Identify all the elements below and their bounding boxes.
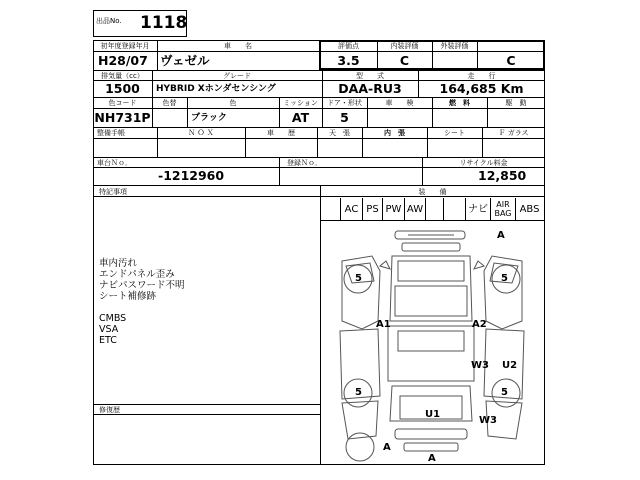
header-history: 車 歴 xyxy=(267,129,295,137)
value-year-reg: H28/07 xyxy=(98,53,148,68)
value-grade: HYBRID Xホンダセンシング xyxy=(156,84,276,94)
header-color-code: 色コード xyxy=(108,99,137,107)
value-doors: 5 xyxy=(340,110,349,125)
equipment-cell xyxy=(425,198,443,220)
value-score: 3.5 xyxy=(337,53,360,68)
value-mileage: 164,685 Km xyxy=(439,81,524,96)
header-repair-history: 修復歴 xyxy=(99,406,120,414)
equipment-cell: AW xyxy=(404,198,425,220)
value-car-name: ヴェゼル xyxy=(160,53,210,68)
lot-number: 1118 xyxy=(140,13,188,33)
header-doors: ドア・形状 xyxy=(327,99,362,107)
header-exterior-score: 外装評価 xyxy=(440,42,469,50)
mark-rear-a-bottom: A xyxy=(428,453,436,464)
mark-a2: A2 xyxy=(472,319,487,330)
header-transmission: ミッション xyxy=(283,99,318,107)
equipment-cell: ナビ xyxy=(465,198,490,220)
value-recycle-fee: 12,850 xyxy=(478,168,527,183)
mark-a1: A1 xyxy=(376,319,391,330)
header-roof: 天 張 xyxy=(329,129,350,137)
header-interior-score: 内装評価 xyxy=(390,42,419,50)
mark-u2: U2 xyxy=(502,360,518,371)
remarks-text: 車内汚れ エンドパネル歪み ナビパスワード不明 シート補修跡 CMBS VSA ETC xyxy=(99,258,185,346)
mark-w3-right: W3 xyxy=(471,360,489,371)
header-seat: シート xyxy=(444,129,465,137)
header-year-reg: 初年度登録年月 xyxy=(100,42,150,50)
car-diagram xyxy=(320,221,544,464)
mark-rear-a-left: A xyxy=(383,442,391,453)
header-drive: 駆 動 xyxy=(505,99,527,107)
header-manual: 整備手帳 xyxy=(97,129,125,137)
equipment-cell: ABS xyxy=(515,198,543,220)
header-fuel: 燃 料 xyxy=(449,99,470,107)
header-chassis-no: 車台Ｎｏ． xyxy=(97,159,132,167)
value-chassis-no: -1212960 xyxy=(158,168,225,183)
mark-w3-rear: W3 xyxy=(479,415,497,426)
equipment-cell xyxy=(443,198,465,220)
header-recycle-fee: リサイクル料金 xyxy=(459,159,508,167)
header-inspection: 車 検 xyxy=(385,99,414,107)
header-score: 評価点 xyxy=(338,42,359,50)
header-car-name: 車 名 xyxy=(224,42,252,50)
header-model: 型 式 xyxy=(356,72,384,80)
header-color: 色 xyxy=(229,99,237,107)
value-exterior-score: C xyxy=(506,53,516,68)
header-nox: Ｎ Ｏ Ｘ xyxy=(188,129,214,137)
mark-left-rear-tire: 5 xyxy=(355,387,362,398)
value-transmission: AT xyxy=(291,110,310,125)
mark-right-front-tire: 5 xyxy=(501,273,508,284)
value-color: ブラック xyxy=(191,113,227,123)
header-displacement: 排気量（cc） xyxy=(101,72,144,80)
lot-label: 出品No. xyxy=(96,17,122,25)
header-reg-no: 登録Ｎｏ． xyxy=(287,159,322,167)
equipment-cell: PW xyxy=(382,198,404,220)
mark-u1: U1 xyxy=(425,409,441,420)
equipment-cell: PS xyxy=(362,198,382,220)
value-displacement: 1500 xyxy=(105,81,140,96)
value-model: DAA-RU3 xyxy=(338,81,402,96)
header-equipment: 装 備 xyxy=(418,188,447,196)
equipment-cell: AIR BAG xyxy=(490,198,515,220)
header-grade: グレード xyxy=(223,72,251,80)
header-remarks: 特記事項 xyxy=(99,188,127,196)
mark-left-front-tire: 5 xyxy=(355,273,362,284)
equipment-cell: AC xyxy=(340,198,362,220)
header-interior: 内 張 xyxy=(384,129,405,137)
mark-front-a: A xyxy=(497,230,505,241)
value-interior-score: C xyxy=(399,53,410,68)
mark-right-rear-tire: 5 xyxy=(501,387,508,398)
header-f-glass: Ｆ ガラス xyxy=(498,129,529,137)
header-color-swap: 色替 xyxy=(162,99,177,107)
header-mileage: 走 行 xyxy=(467,72,496,80)
value-color-code: NH731P xyxy=(94,110,151,125)
